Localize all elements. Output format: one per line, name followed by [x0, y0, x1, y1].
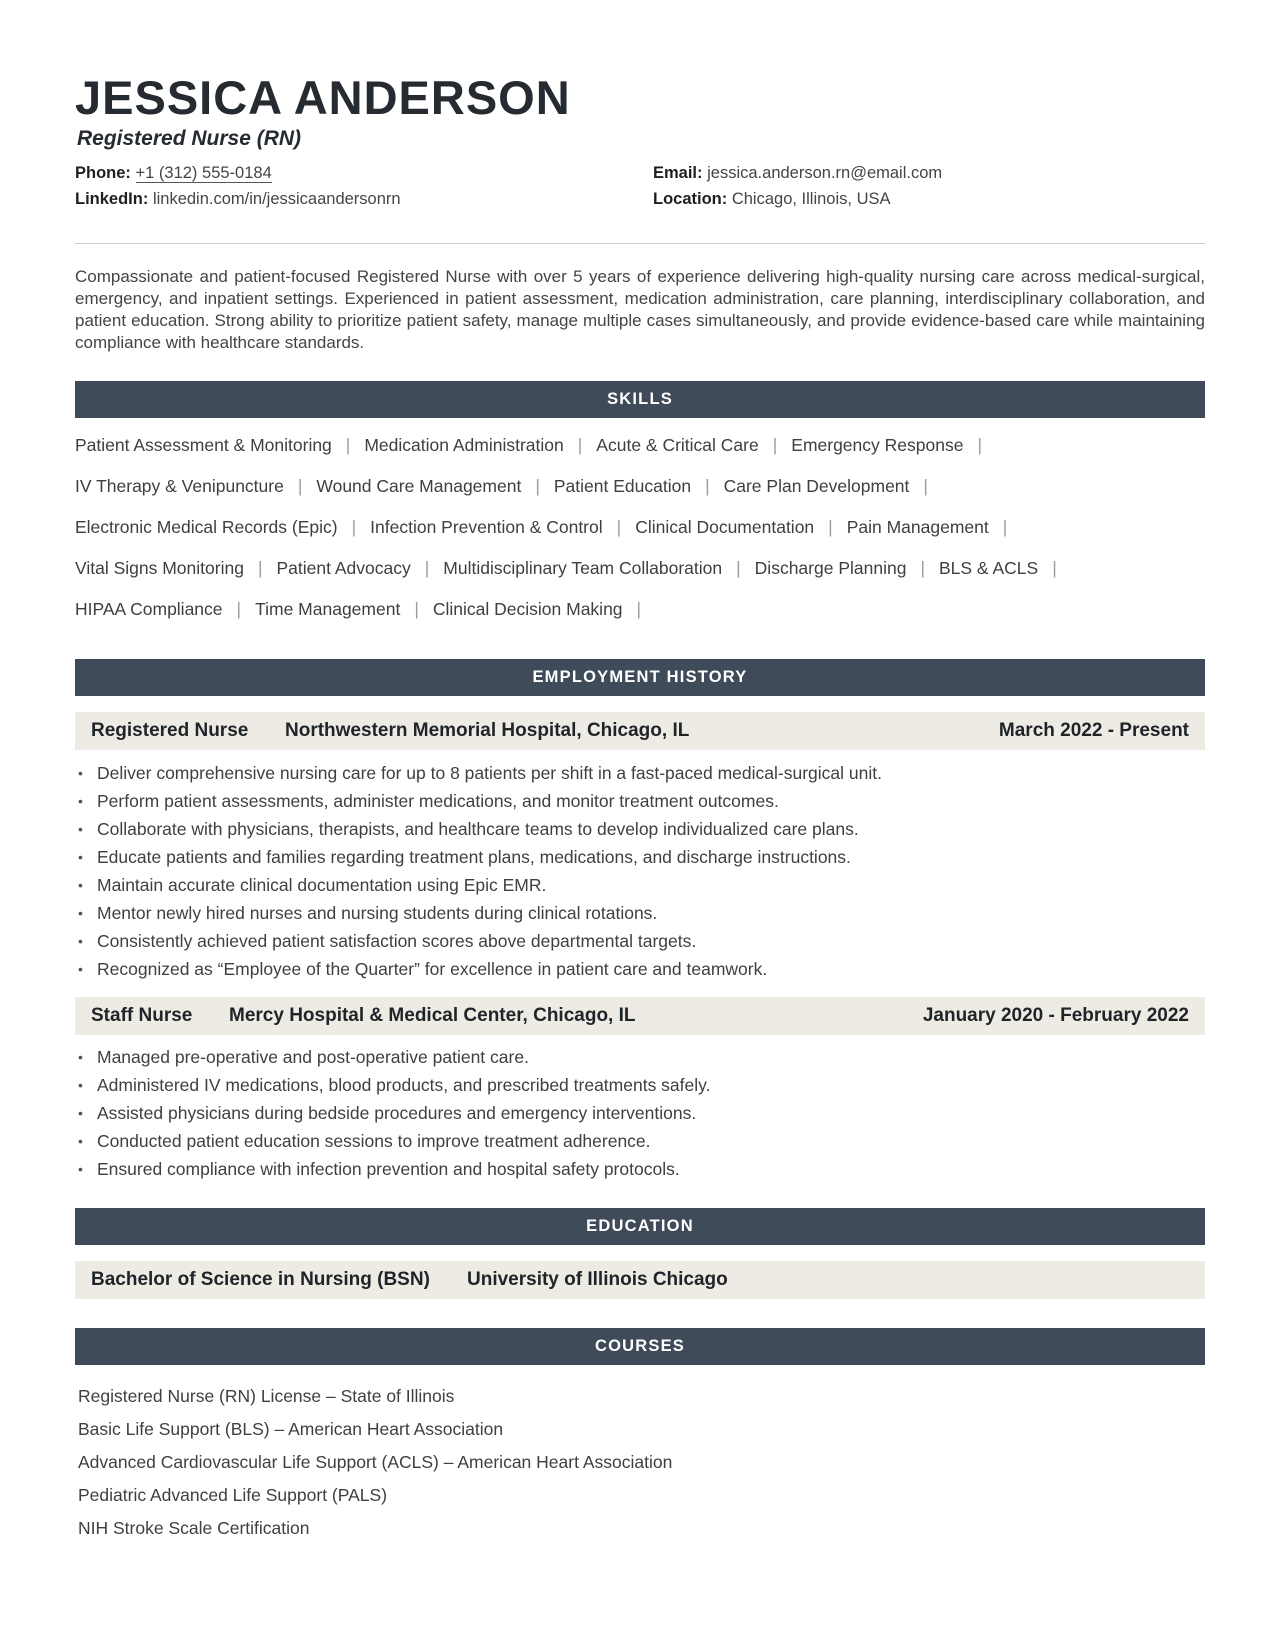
job-header: [75, 997, 1205, 1035]
professional-summary: Compassionate and patient-focused Registered Nurse with over 5 years of experience delivering high-quality nursing care across medical-surgical, emergency, and inpatient settings. Experienced in patient assessment, medication administration, care planning, interdisciplinary collaboration, and patient education. Strong ability to prioritize patient safety, manage multiple cases simultaneously, and provide evidence-based care while maintaining compliance with healthcare standards.: [75, 267, 1205, 352]
responsibility-text: Administered IV medications, blood products, and prescribed treatments safely.: [97, 1075, 711, 1095]
responsibility-text: Educate patients and families regarding treatment plans, medications, and discharge instructions.: [97, 847, 851, 867]
skill-item: Emergency Response: [791, 435, 964, 455]
skill-row: [75, 598, 1205, 639]
contact-location: [653, 188, 891, 210]
skill-separator: |: [351, 517, 357, 537]
job-responsibilities: [75, 1046, 1205, 1186]
section-header-education: EDUCATION: [75, 1208, 1205, 1245]
skill-separator: |: [977, 435, 982, 455]
skill-item: Acute & Critical Care: [596, 435, 759, 455]
responsibility-text: Mentor newly hired nurses and nursing students during clinical rotations.: [97, 903, 658, 923]
responsibility-item: [75, 1130, 1205, 1158]
responsibility-item: [75, 930, 1205, 958]
job-responsibilities: [75, 762, 1205, 986]
skill-item: Pain Management: [846, 517, 989, 537]
skill-separator: |: [616, 517, 622, 537]
skill-item: Clinical Decision Making: [432, 599, 623, 619]
contact-phone: [75, 162, 272, 184]
skill-separator: |: [772, 435, 778, 455]
skill-row: [75, 557, 1205, 598]
skill-separator: |: [828, 517, 833, 537]
skill-item: Vital Signs Monitoring: [75, 558, 244, 578]
responsibility-text: Ensured compliance with infection prevention and hospital safety protocols.: [97, 1159, 680, 1179]
responsibility-item: [75, 1046, 1205, 1074]
bullet-icon: •: [78, 1161, 83, 1177]
skill-separator: |: [257, 558, 263, 578]
section-header-employment: EMPLOYMENT HISTORY: [75, 659, 1205, 696]
section-header-skills: SKILLS: [75, 381, 1205, 418]
phone-label: Phone:: [75, 164, 131, 182]
responsibility-item: [75, 1074, 1205, 1102]
responsibility-text: Conducted patient education sessions to improve treatment adherence.: [97, 1131, 651, 1151]
skill-item: Patient Education: [553, 476, 692, 496]
skill-item: Patient Advocacy: [276, 558, 411, 578]
skill-item: Time Management: [255, 599, 401, 619]
job-title: Registered Nurse: [91, 720, 249, 741]
bullet-icon: •: [78, 905, 83, 921]
responsibility-text: Collaborate with physicians, therapists, and healthcare teams to develop individualized care plans.: [97, 819, 859, 839]
education-degree: Bachelor of Science in Nursing (BSN): [91, 1269, 430, 1290]
education-school: University of Illinois Chicago: [467, 1269, 728, 1290]
skill-separator: |: [424, 558, 430, 578]
skill-item: Care Plan Development: [723, 476, 910, 496]
skill-separator: |: [345, 435, 351, 455]
header-divider: [75, 243, 1205, 244]
job-organization: Northwestern Memorial Hospital, Chicago, IL: [285, 720, 690, 741]
responsibility-item: [75, 1158, 1205, 1186]
job-organization: Mercy Hospital & Medical Center, Chicago, IL: [229, 1005, 636, 1026]
bullet-icon: •: [78, 933, 83, 949]
skill-item: Infection Prevention & Control: [370, 517, 603, 537]
responsibility-item: [75, 1102, 1205, 1130]
skill-separator: |: [705, 476, 710, 496]
skill-item: Wound Care Management: [316, 476, 522, 496]
skill-separator: |: [1052, 558, 1057, 578]
course-item: Advanced Cardiovascular Life Support (ACLS) – American Heart Association: [78, 1452, 673, 1472]
contact-email: [653, 162, 942, 184]
skill-item: Clinical Documentation: [635, 517, 815, 537]
responsibility-text: Managed pre-operative and post-operative patient care.: [97, 1047, 529, 1067]
skill-separator: |: [414, 599, 419, 619]
job-title: Staff Nurse: [91, 1005, 193, 1026]
email-label: Email:: [653, 164, 703, 182]
job-dates: January 2020 - February 2022: [922, 1005, 1189, 1026]
bullet-icon: •: [78, 1049, 83, 1065]
course-item: Registered Nurse (RN) License – State of Illinois: [78, 1386, 455, 1406]
bullet-icon: •: [78, 877, 83, 893]
skill-item: Multidisciplinary Team Collaboration: [443, 558, 723, 578]
skill-separator: |: [577, 435, 583, 455]
responsibility-text: Consistently achieved patient satisfaction scores above departmental targets.: [97, 931, 697, 951]
course-item: Basic Life Support (BLS) – American Heart Association: [78, 1419, 504, 1439]
skill-separator: |: [920, 558, 925, 578]
skill-row: [75, 434, 1205, 475]
bullet-icon: •: [78, 849, 83, 865]
responsibility-item: [75, 790, 1205, 818]
skill-separator: |: [297, 476, 303, 496]
skill-item: Discharge Planning: [754, 558, 907, 578]
bullet-icon: •: [78, 793, 83, 809]
skill-item: BLS & ACLS: [938, 558, 1039, 578]
skill-item: HIPAA Compliance: [75, 599, 223, 619]
course-item: Pediatric Advanced Life Support (PALS): [78, 1485, 388, 1505]
skill-separator: |: [636, 599, 642, 619]
bullet-icon: •: [78, 821, 83, 837]
skill-item: Patient Assessment & Monitoring: [75, 435, 332, 455]
bullet-icon: •: [78, 961, 83, 977]
job-dates: March 2022 - Present: [998, 720, 1189, 741]
candidate-name: JESSICA ANDERSON: [75, 71, 571, 124]
linkedin-label: LinkedIn:: [75, 190, 149, 208]
bullet-icon: •: [78, 765, 83, 781]
skill-separator: |: [1002, 517, 1008, 537]
responsibility-item: [75, 958, 1205, 986]
job-header: [75, 712, 1205, 750]
skill-row: [75, 475, 1205, 516]
responsibility-text: Deliver comprehensive nursing care for up to 8 patients per shift in a fast-paced medical-surgical unit.: [97, 763, 882, 783]
email-link[interactable]: jessica.anderson.rn@email.com: [707, 164, 943, 182]
skill-item: Medication Administration: [364, 435, 564, 455]
responsibility-item: [75, 874, 1205, 902]
linkedin-link[interactable]: linkedin.com/in/jessicaandersonrn: [152, 190, 401, 208]
bullet-icon: •: [78, 1105, 83, 1121]
bullet-icon: •: [78, 1077, 83, 1093]
section-header-courses: COURSES: [75, 1328, 1205, 1365]
phone-link[interactable]: +1 (312) 555-0184: [135, 164, 272, 182]
skill-separator: |: [236, 599, 242, 619]
responsibility-item: [75, 902, 1205, 930]
responsibility-text: Recognized as “Employee of the Quarter” for excellence in patient care and teamwork.: [97, 959, 768, 979]
responsibility-item: [75, 846, 1205, 874]
skill-row: [75, 516, 1205, 557]
course-item: NIH Stroke Scale Certification: [78, 1518, 310, 1538]
bullet-icon: •: [78, 1133, 83, 1149]
responsibility-item: [75, 762, 1205, 790]
candidate-role: Registered Nurse (RN): [77, 127, 302, 150]
skill-separator: |: [535, 476, 540, 496]
education-entry: [75, 1261, 1205, 1299]
skill-item: IV Therapy & Venipuncture: [75, 476, 284, 496]
responsibility-text: Assisted physicians during bedside procedures and emergency interventions.: [97, 1103, 697, 1123]
courses-list: [78, 1385, 672, 1550]
location-label: Location:: [653, 190, 728, 208]
responsibility-text: Maintain accurate clinical documentation using Epic EMR.: [97, 875, 547, 895]
responsibility-text: Perform patient assessments, administer medications, and monitor treatment outcomes.: [97, 791, 779, 811]
location-value: Chicago, Illinois, USA: [731, 190, 891, 208]
skills-list: [75, 434, 1205, 639]
skill-separator: |: [736, 558, 741, 578]
contact-linkedin: [75, 188, 401, 210]
skill-separator: |: [923, 476, 928, 496]
skill-item: Electronic Medical Records (Epic): [75, 517, 338, 537]
responsibility-item: [75, 818, 1205, 846]
